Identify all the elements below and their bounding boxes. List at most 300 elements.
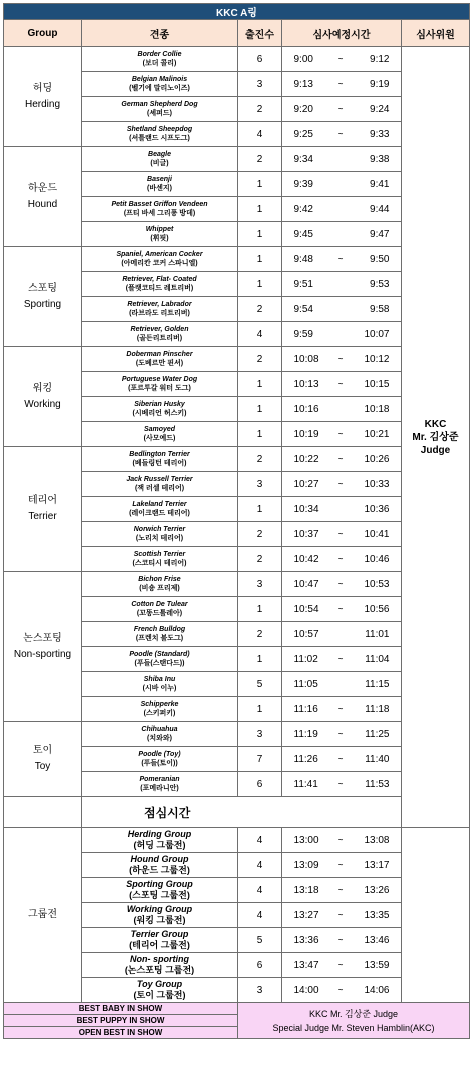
header-time: 심사예정시간 <box>282 20 402 47</box>
time-cell <box>282 622 402 647</box>
group-name-cell <box>4 447 82 572</box>
breed-row <box>4 572 470 597</box>
final-judge-line1: KKC Mr. 김상준 Judge <box>308 1008 399 1019</box>
time-cell <box>282 472 402 497</box>
start-time: 9:51 <box>293 278 313 290</box>
breed-name-kr: (스키퍼키) <box>143 710 176 717</box>
breed-name-en: Lakeland Terrier <box>132 501 187 508</box>
end-time: 11:18 <box>365 703 390 715</box>
breed-name-kr: (푸들(토이)) <box>141 760 178 767</box>
breed-name-kr: (스포팅 그룹전) <box>129 890 190 900</box>
time-separator: ~ <box>337 353 344 365</box>
entry-count: 1 <box>238 372 282 397</box>
end-time: 10:53 <box>364 578 390 590</box>
time-separator: ~ <box>337 378 344 390</box>
group-show-row <box>4 828 470 853</box>
time-separator: ~ <box>337 603 344 615</box>
breed-name-en: Siberian Husky <box>134 401 185 408</box>
breed-name-kr: (푸들(스탠다드)) <box>134 660 185 667</box>
breed-name-en: Samoyed <box>143 426 176 433</box>
group-name-kr: 허딩 <box>32 82 53 94</box>
breed-name-en: Herding Group <box>127 829 192 839</box>
breed-name-en: Shiba Inu <box>143 676 176 683</box>
start-time: 10:16 <box>293 403 319 415</box>
breed-cell <box>82 878 238 903</box>
ring-title: KKC A링 <box>4 4 470 20</box>
time-cell <box>282 522 402 547</box>
entry-count: 1 <box>238 197 282 222</box>
breed-cell <box>82 572 238 597</box>
end-time: 11:04 <box>365 653 390 665</box>
breed-cell <box>82 222 238 247</box>
time-cell <box>282 903 402 928</box>
breed-cell <box>82 828 238 853</box>
start-time: 9:34 <box>293 153 313 165</box>
group-name-en: Terrier <box>28 511 57 522</box>
breed-cell <box>82 172 238 197</box>
time-cell <box>282 747 402 772</box>
breed-cell <box>82 597 238 622</box>
entry-count: 3 <box>238 72 282 97</box>
time-cell <box>282 772 402 797</box>
time-cell <box>282 47 402 72</box>
end-time: 13:08 <box>364 834 390 846</box>
time-cell <box>282 647 402 672</box>
end-time: 10:21 <box>364 428 390 440</box>
judge-line: Mr. 김상준 <box>412 431 459 443</box>
start-time: 9:25 <box>293 128 313 140</box>
time-separator: ~ <box>337 103 344 115</box>
group-name-kr: 논스포팅 <box>23 632 62 644</box>
start-time: 10:37 <box>293 528 319 540</box>
judge-cell <box>402 47 470 828</box>
breed-name-en: Jack Russell Terrier <box>126 476 193 483</box>
group-name-kr: 스포팅 <box>28 282 57 294</box>
group-name-cell <box>4 147 82 247</box>
entry-count: 4 <box>238 853 282 878</box>
breed-name-en: Norwich Terrier <box>133 526 186 533</box>
lunch-row <box>4 797 470 828</box>
breed-cell <box>82 147 238 172</box>
entry-count: 1 <box>238 247 282 272</box>
breed-name-en: German Shepherd Dog <box>121 101 198 108</box>
time-cell <box>282 597 402 622</box>
entry-count: 1 <box>238 697 282 722</box>
group-name-cell <box>4 247 82 347</box>
schedule-sheet <box>3 3 469 1039</box>
time-separator: ~ <box>337 703 344 715</box>
breed-name-kr: (셔틀랜드 시프도그) <box>129 135 190 142</box>
breed-name-kr: (레이크랜드 테리어) <box>129 510 190 517</box>
end-time: 9:12 <box>370 53 390 65</box>
lunch-label: 점심시간 <box>82 797 402 828</box>
breed-name-kr: (논스포팅 그룹전) <box>124 965 195 975</box>
time-cell <box>282 322 402 347</box>
breed-name-en: Toy Group <box>136 979 183 989</box>
end-time: 14:06 <box>364 984 390 996</box>
breed-name-en: Belgian Malinois <box>131 76 188 83</box>
time-separator: ~ <box>337 884 344 896</box>
entry-count: 7 <box>238 747 282 772</box>
breed-cell <box>82 122 238 147</box>
entry-count: 1 <box>238 422 282 447</box>
breed-name-en: Basenji <box>147 176 172 183</box>
start-time: 10:54 <box>293 603 319 615</box>
breed-name-kr: (포르투갈 워터 도그) <box>128 385 191 392</box>
breed-cell <box>82 772 238 797</box>
breed-cell <box>82 297 238 322</box>
end-time: 11:25 <box>365 728 390 740</box>
start-time: 10:08 <box>293 353 319 365</box>
breed-name-en: Scottish Terrier <box>133 551 186 558</box>
time-cell <box>282 247 402 272</box>
breed-name-en: Retriever, Golden <box>130 326 189 333</box>
time-cell <box>282 397 402 422</box>
time-cell <box>282 953 402 978</box>
end-time: 10:07 <box>364 328 390 340</box>
breed-name-kr: (프티 바세 그리퐁 방데) <box>123 210 196 217</box>
time-separator: ~ <box>337 253 344 265</box>
breed-cell <box>82 697 238 722</box>
breed-name-kr: (잭 러셀 테리어) <box>134 485 185 492</box>
breed-name-en: Shetland Sheepdog <box>126 126 193 133</box>
start-time: 9:13 <box>293 78 313 90</box>
group-show-name: 그룹전 <box>4 828 82 1003</box>
end-time: 9:24 <box>370 103 390 115</box>
breed-name-kr: (워킹 그룹전) <box>133 915 186 925</box>
breed-cell <box>82 97 238 122</box>
start-time: 10:13 <box>293 378 319 390</box>
group-name-cell <box>4 572 82 722</box>
end-time: 11:53 <box>365 778 390 790</box>
time-cell <box>282 878 402 903</box>
breed-cell <box>82 347 238 372</box>
start-time: 9:45 <box>293 228 313 240</box>
breed-name-kr: (프렌치 불도그) <box>135 635 184 642</box>
start-time: 9:54 <box>293 303 313 315</box>
breed-name-kr: (토이 그룹전) <box>133 990 186 1000</box>
entry-count: 6 <box>238 772 282 797</box>
breed-name-en: Hound Group <box>130 854 189 864</box>
group-name-en: Hound <box>27 198 58 210</box>
end-time: 10:36 <box>364 503 390 515</box>
start-time: 13:27 <box>293 909 319 921</box>
entry-count: 2 <box>238 147 282 172</box>
breed-cell <box>82 47 238 72</box>
time-cell <box>282 853 402 878</box>
breed-name-kr: (포메라니안) <box>140 785 179 792</box>
breed-name-en: Schipperke <box>140 701 179 708</box>
entry-count: 6 <box>238 953 282 978</box>
start-time: 10:47 <box>293 578 319 590</box>
header-count: 출진수 <box>238 20 282 47</box>
end-time: 11:15 <box>365 678 390 690</box>
breed-name-en: Working Group <box>126 904 193 914</box>
end-time: 11:40 <box>365 753 390 765</box>
end-time: 9:47 <box>370 228 390 240</box>
entry-count: 2 <box>238 522 282 547</box>
start-time: 10:27 <box>293 478 319 490</box>
start-time: 9:59 <box>293 328 313 340</box>
breed-name-kr: (사모예드) <box>143 435 176 442</box>
breed-name-en: Sporting Group <box>126 879 193 889</box>
breed-cell <box>82 622 238 647</box>
time-separator: ~ <box>337 428 344 440</box>
lunch-blank <box>4 797 82 828</box>
breed-row <box>4 722 470 747</box>
end-time: 10:26 <box>364 453 390 465</box>
end-time: 10:56 <box>364 603 390 615</box>
time-separator: ~ <box>337 753 344 765</box>
breed-name-kr: (휘핏) <box>150 235 169 242</box>
breed-name-en: Bedlington Terrier <box>129 451 190 458</box>
entry-count: 6 <box>238 47 282 72</box>
breed-name-kr: (골든리트리버) <box>136 335 183 342</box>
breed-cell <box>82 722 238 747</box>
time-cell <box>282 122 402 147</box>
time-cell <box>282 72 402 97</box>
breed-cell <box>82 497 238 522</box>
start-time: 10:34 <box>293 503 319 515</box>
header-breed: 견종 <box>82 20 238 47</box>
breed-cell <box>82 197 238 222</box>
start-time: 10:19 <box>293 428 319 440</box>
breed-cell <box>82 978 238 1003</box>
entry-count: 2 <box>238 347 282 372</box>
end-time: 10:15 <box>364 378 390 390</box>
header-group: Group <box>4 20 82 47</box>
entry-count: 1 <box>238 272 282 297</box>
time-cell <box>282 978 402 1003</box>
start-time: 13:36 <box>293 934 319 946</box>
start-time: 10:42 <box>293 553 319 565</box>
group-show-judge-blank <box>402 828 470 1003</box>
breed-name-en: Chihuahua <box>141 726 178 733</box>
time-separator: ~ <box>337 78 344 90</box>
breed-name-en: Non- sporting <box>130 954 189 964</box>
time-separator: ~ <box>337 728 344 740</box>
entry-count: 1 <box>238 497 282 522</box>
breed-name-kr: (노리치 테리어) <box>135 535 184 542</box>
final-award-label: OPEN BEST IN SHOW <box>4 1027 238 1039</box>
breed-cell <box>82 422 238 447</box>
breed-name-en: Poodle (Standard) <box>129 651 190 658</box>
start-time: 9:20 <box>293 103 313 115</box>
time-cell <box>282 422 402 447</box>
time-separator: ~ <box>337 453 344 465</box>
breed-name-kr: (도베르만 핀셔) <box>135 360 184 367</box>
breed-name-en: Pomeranian <box>139 776 180 783</box>
time-separator: ~ <box>337 859 344 871</box>
entry-count: 2 <box>238 447 282 472</box>
breed-name-en: Border Collie <box>137 51 182 58</box>
end-time: 9:38 <box>370 153 390 165</box>
group-name-kr: 토이 <box>32 745 53 756</box>
group-name-cell <box>4 722 82 797</box>
breed-cell <box>82 747 238 772</box>
start-time: 10:22 <box>293 453 319 465</box>
time-cell <box>282 547 402 572</box>
end-time: 13:35 <box>364 909 390 921</box>
time-cell <box>282 722 402 747</box>
schedule-table <box>3 3 470 1039</box>
end-time: 13:26 <box>364 884 390 896</box>
time-separator: ~ <box>337 778 344 790</box>
start-time: 13:18 <box>293 884 319 896</box>
breed-cell <box>82 928 238 953</box>
entry-count: 1 <box>238 597 282 622</box>
header-judge: 심사위원 <box>402 20 470 47</box>
entry-count: 1 <box>238 222 282 247</box>
breed-name-kr: (시베리언 허스키) <box>132 410 187 417</box>
time-cell <box>282 97 402 122</box>
breed-cell <box>82 522 238 547</box>
breed-name-kr: (허딩 그룹전) <box>133 840 186 850</box>
end-time: 11:01 <box>365 628 390 640</box>
time-separator: ~ <box>337 984 344 996</box>
breed-cell <box>82 247 238 272</box>
time-separator: ~ <box>337 934 344 946</box>
start-time: 10:57 <box>293 628 319 640</box>
entry-count: 1 <box>238 172 282 197</box>
breed-name-en: Whippet <box>145 226 174 233</box>
breed-name-kr: (라브라도 리트리버) <box>129 310 190 317</box>
end-time: 13:17 <box>364 859 390 871</box>
final-award-label: BEST PUPPY IN SHOW <box>4 1015 238 1027</box>
breed-row <box>4 347 470 372</box>
breed-name-en: Beagle <box>148 151 171 158</box>
end-time: 9:50 <box>370 253 390 265</box>
breed-name-kr: (베들링턴 테리어) <box>132 460 187 467</box>
breed-cell <box>82 372 238 397</box>
time-separator: ~ <box>337 53 344 65</box>
entry-count: 4 <box>238 878 282 903</box>
start-time: 9:39 <box>293 178 313 190</box>
time-separator: ~ <box>337 834 344 846</box>
breed-cell <box>82 472 238 497</box>
time-separator: ~ <box>337 528 344 540</box>
end-time: 9:53 <box>370 278 390 290</box>
end-time: 9:19 <box>370 78 390 90</box>
end-time: 10:12 <box>364 353 390 365</box>
breed-cell <box>82 322 238 347</box>
start-time: 14:00 <box>293 984 319 996</box>
time-cell <box>282 572 402 597</box>
group-name-cell <box>4 347 82 447</box>
breed-name-en: Spaniel, American Cocker <box>116 251 203 258</box>
entry-count: 4 <box>238 828 282 853</box>
breed-name-kr: (플랫코티드 레트리버) <box>125 285 194 292</box>
entry-count: 4 <box>238 322 282 347</box>
time-cell <box>282 197 402 222</box>
breed-name-kr: (치와와) <box>147 735 172 742</box>
breed-name-en: Cotton De Tulear <box>131 601 188 608</box>
breed-cell <box>82 397 238 422</box>
end-time: 10:46 <box>364 553 390 565</box>
breed-name-en: Poodle (Toy) <box>138 751 181 758</box>
judge-line: KKC <box>424 418 447 430</box>
time-cell <box>282 928 402 953</box>
time-cell <box>282 372 402 397</box>
start-time: 13:00 <box>293 834 319 846</box>
entry-count: 3 <box>238 572 282 597</box>
time-separator: ~ <box>337 653 344 665</box>
breed-cell <box>82 272 238 297</box>
entry-count: 3 <box>238 722 282 747</box>
start-time: 11:26 <box>293 753 318 765</box>
breed-name-kr: (비숑 프리제) <box>139 585 180 592</box>
start-time: 9:00 <box>293 53 313 65</box>
time-separator: ~ <box>337 909 344 921</box>
judge-line: Judge <box>420 444 451 456</box>
entry-count: 4 <box>238 903 282 928</box>
entry-count: 2 <box>238 622 282 647</box>
entry-count: 3 <box>238 472 282 497</box>
breed-cell <box>82 853 238 878</box>
breed-cell <box>82 647 238 672</box>
breed-name-kr: (비글) <box>150 160 169 167</box>
breed-cell <box>82 547 238 572</box>
end-time: 13:46 <box>364 934 390 946</box>
breed-cell <box>82 447 238 472</box>
group-name-kr: 하운드 <box>28 182 57 194</box>
start-time: 13:09 <box>293 859 319 871</box>
end-time: 9:41 <box>370 178 390 190</box>
breed-name-en: Doberman Pinscher <box>126 351 193 358</box>
entry-count: 3 <box>238 978 282 1003</box>
end-time: 10:41 <box>364 528 390 540</box>
final-judge-line2: Special Judge Mr. Steven Hamblin(AKC) <box>272 1022 435 1033</box>
breed-name-kr: (셰퍼드) <box>147 110 172 117</box>
end-time: 13:59 <box>364 959 390 971</box>
start-time: 11:05 <box>293 678 318 690</box>
breed-name-kr: (보더 콜리) <box>142 60 177 67</box>
start-time: 11:41 <box>293 778 318 790</box>
breed-cell <box>82 672 238 697</box>
group-name-cell <box>4 47 82 147</box>
breed-name-kr: (하운드 그룹전) <box>129 865 190 875</box>
breed-name-kr: (꼬똥드툴레아) <box>136 610 183 617</box>
start-time: 9:42 <box>293 203 313 215</box>
time-cell <box>282 497 402 522</box>
time-cell <box>282 222 402 247</box>
time-cell <box>282 828 402 853</box>
final-row <box>4 1003 470 1015</box>
breed-name-en: Retriever, Flat- Coated <box>122 276 197 283</box>
start-time: 13:47 <box>293 959 319 971</box>
start-time: 9:48 <box>293 253 313 265</box>
breed-name-en: Terrier Group <box>130 929 189 939</box>
end-time: 9:44 <box>370 203 390 215</box>
breed-name-kr: (테리어 그룹전) <box>129 940 190 950</box>
breed-row <box>4 447 470 472</box>
breed-name-en: Petit Basset Griffon Vendeen <box>111 201 208 208</box>
final-judge-cell <box>238 1003 470 1039</box>
entry-count: 5 <box>238 928 282 953</box>
entry-count: 1 <box>238 397 282 422</box>
end-time: 10:33 <box>364 478 390 490</box>
time-separator: ~ <box>337 578 344 590</box>
time-cell <box>282 447 402 472</box>
end-time: 9:33 <box>370 128 390 140</box>
entry-count: 2 <box>238 97 282 122</box>
group-name-en: Non-sporting <box>13 648 72 660</box>
breed-name-kr: (바센지) <box>147 185 172 192</box>
time-cell <box>282 172 402 197</box>
header-row <box>4 20 470 47</box>
start-time: 11:02 <box>293 653 318 665</box>
time-cell <box>282 347 402 372</box>
